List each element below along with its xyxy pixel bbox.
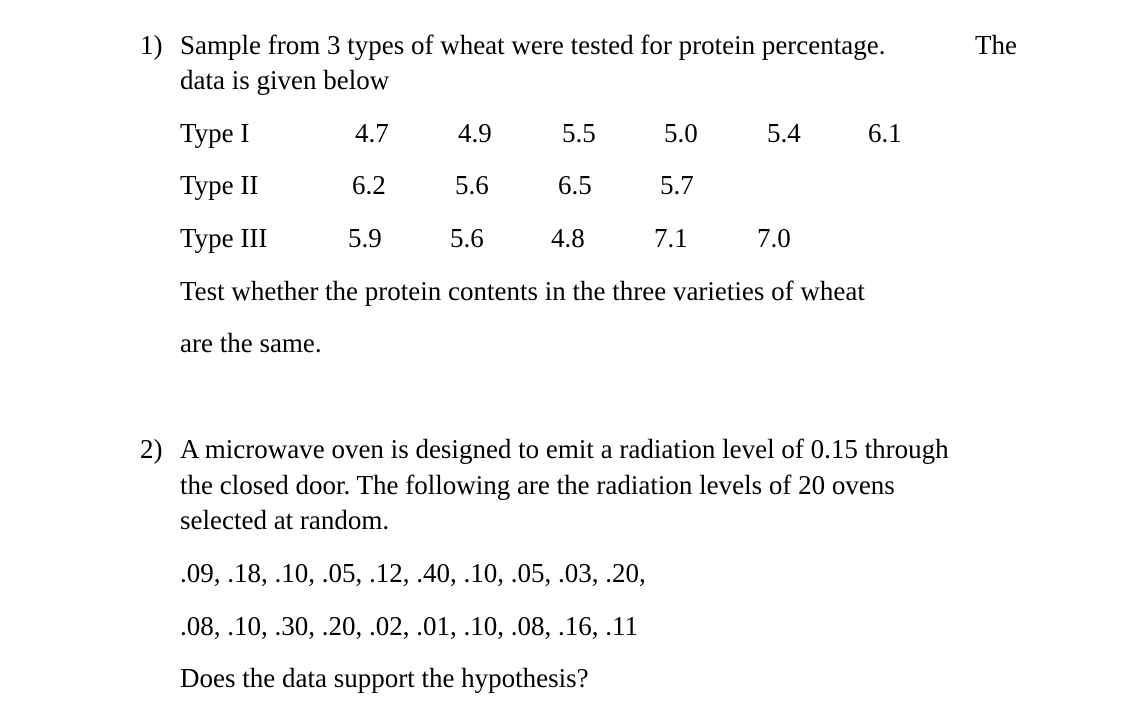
question-2-number: 2) [140, 434, 163, 464]
table-cell: 5.0 [664, 118, 698, 148]
table-cell: 4.8 [551, 223, 585, 253]
table-cell: 5.5 [562, 118, 596, 148]
table-cell: 6.2 [352, 170, 386, 200]
table-cell: 4.9 [458, 118, 492, 148]
table-cell: 4.7 [355, 118, 389, 148]
table-cell: 5.6 [450, 223, 484, 253]
radiation-data-line-2: .08, .10, .30, .20, .02, .01, .10, .08, .16, .11 [180, 611, 638, 641]
question-1-line-1: Sample from 3 types of wheat were tested for protein percentage. [180, 30, 886, 60]
table-cell: 6.5 [558, 170, 592, 200]
radiation-data-line-1: .09, .18, .10, .05, .12, .40, .10, .05, .03, .20, [180, 558, 646, 588]
table-cell: 5.7 [660, 170, 694, 200]
question-2-line-1: A microwave oven is designed to emit a radiation level of 0.15 through [180, 434, 949, 464]
table-cell: 6.1 [868, 118, 902, 148]
question-2-line-2: the closed door. The following are the radiation levels of 20 ovens [180, 470, 895, 500]
question-2-line-3: selected at random. [180, 505, 390, 535]
table-cell: 5.4 [767, 118, 801, 148]
table-cell: 7.1 [654, 223, 688, 253]
question-1-line-1-end: The [975, 30, 1017, 60]
row-label: Type II [180, 170, 259, 200]
question-1-line-2: data is given below [180, 65, 390, 95]
table-cell: 7.0 [757, 223, 791, 253]
question-1-prompt-line-2: are the same. [180, 328, 322, 358]
question-1-prompt-line-1: Test whether the protein contents in the three varieties of wheat [180, 276, 865, 306]
row-label: Type III [180, 223, 268, 253]
question-1-number: 1) [140, 30, 163, 60]
row-label: Type I [180, 118, 250, 148]
question-2-prompt: Does the data support the hypothesis? [180, 663, 589, 693]
table-cell: 5.6 [455, 170, 489, 200]
table-cell: 5.9 [348, 223, 382, 253]
